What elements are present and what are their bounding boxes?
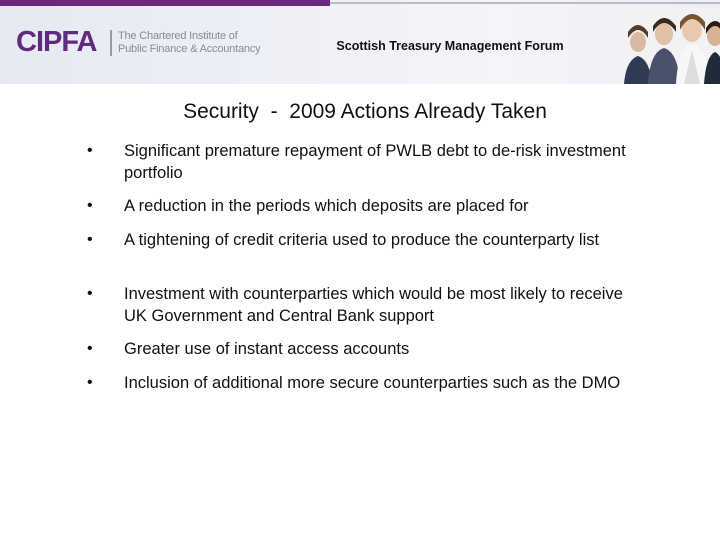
forum-title: Scottish Treasury Management Forum (336, 39, 564, 53)
header-accent-bar (0, 0, 330, 6)
slide-header (0, 0, 720, 84)
bullet-icon: • (87, 142, 93, 159)
cipfa-logo: CIPFA (16, 26, 97, 58)
bullet-icon: • (87, 231, 93, 248)
logo-tagline-line1: The Chartered Institute of (118, 30, 238, 42)
bullet-icon: • (87, 197, 93, 214)
bullet-text: Greater use of instant access accounts (124, 340, 410, 358)
bullet-icon: • (87, 374, 93, 391)
logo-tagline-line2: Public Finance & Accountancy (118, 43, 261, 55)
bullet-icon: • (87, 340, 93, 357)
bullet-icon: • (87, 285, 93, 302)
bullet-text: Investment with counterparties which would be most likely to receive UK Government and Central Bank support (124, 285, 623, 325)
logo-tagline (118, 30, 278, 56)
bullet-text: A tightening of credit criteria used to produce the counterparty list (124, 231, 600, 249)
header-people-photo (620, 8, 720, 84)
bullet-text: A reduction in the periods which deposits are placed for (124, 197, 529, 215)
bullet-text: Inclusion of additional more secure counterparties such as the DMO (124, 374, 621, 392)
logo-divider (110, 30, 112, 56)
slide-title: Security - 2009 Actions Already Taken (183, 100, 547, 123)
bullet-text: Significant premature repayment of PWLB debt to de-risk investment portfolio (124, 142, 626, 182)
header-rule (330, 2, 720, 4)
